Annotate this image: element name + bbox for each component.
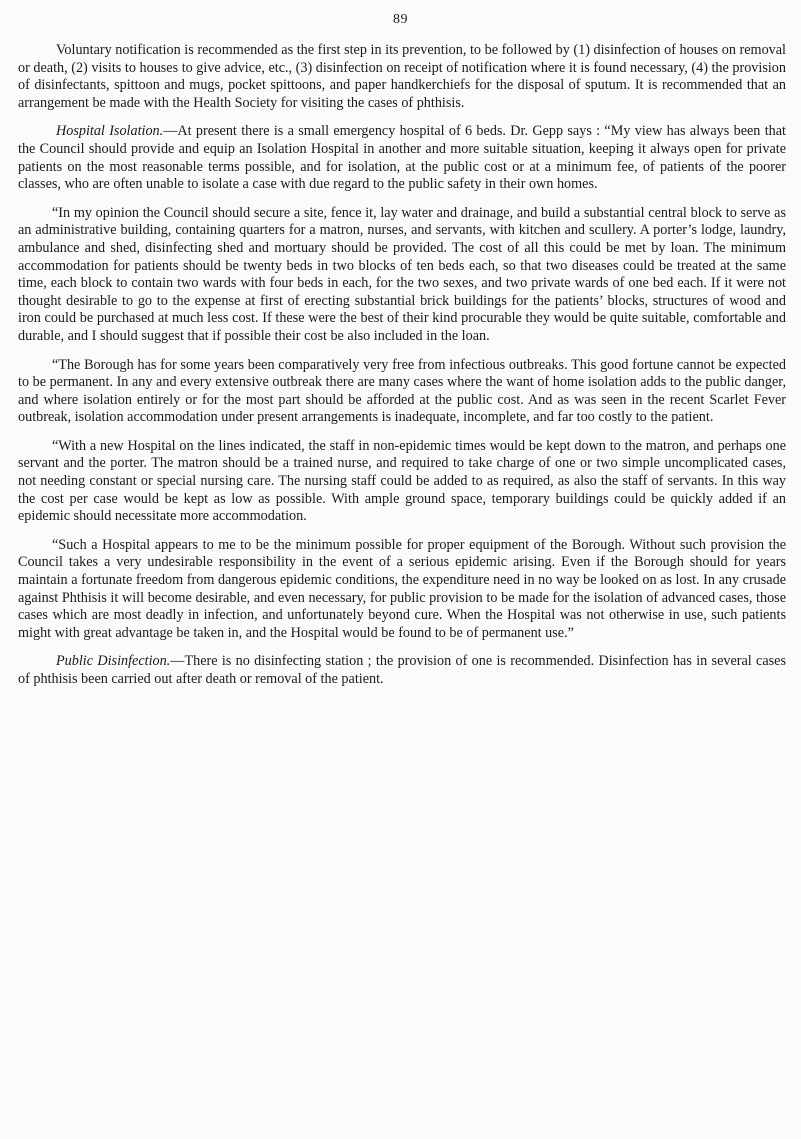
- paragraph-text: —There is no disinfecting station ; the provision of one is recommended. Disinfection has in several cases of phthisis been carried out after death or removal of the patient.: [18, 653, 786, 687]
- page-number: 89: [393, 12, 408, 27]
- paragraph-text: Voluntary notification is recommended as the first step in its prevention, to be followed by (1) disinfection of houses on removal or death, (2) visits to houses to give advice, etc., (3) disinfection on receipt of notification where it is found necessary, (4) the provision of disinfectants, spittoon and mugs, pocket spittoons, and paper handkerchiefs for the disposal of sputum. It is recommended that an arrangement be made with the Health Society for visiting the cases of phthisis.: [18, 42, 786, 111]
- paragraph-text: “In my opinion the Council should secure a site, fence it, lay water and drainage, and build a substantial central block to serve as an administrative building, containing quarters for a matron, nurses, and servants, with kitchen and scullery. A porter’s lodge, laundry, ambulance and shed, disinfecting shed and mortuary should be provided. The cost of all this could be met by loan. The minimum accommodation for patients should be twenty beds in two blocks of ten beds each, so that two diseases could be treated at the same time, each block to contain two wards with four beds in each, for the two sexes, and two private wards of one bed each. If it were not thought desirable to go to the expense at first of erecting substantial brick buildings for the patients’ blocks, structures of wood and iron could be purchased at much less cost. If these were the best of their kind procurable they would be quite suitable, comfortable and durable, and I should suggest that if possible their cost be also included in the loan.: [18, 204, 786, 344]
- paragraph-borough-outbreaks: [18, 357, 786, 427]
- section-heading-public-disinfection: Public Disinfection.: [56, 653, 171, 670]
- paragraph-minimum-equipment: [18, 537, 786, 643]
- paragraph-voluntary-notification: [18, 42, 786, 112]
- section-heading-hospital-isolation: Hospital Isolation.: [56, 123, 164, 140]
- paragraph-hospital-isolation: [18, 123, 786, 193]
- paragraph-site-proposal: [18, 205, 786, 346]
- page-body: [18, 42, 786, 700]
- paragraph-text: “Such a Hospital appears to me to be the minimum possible for proper equipment of the Borough. Without such provision the Council takes a very undesirable responsibility in the event of a serious epidemic arising. Even if the Borough should for years maintain a fortunate freedom from dangerous epidemic conditions, the expenditure need in no way be looked on as lost. In any crusade against Phthisis it will become desirable, and even necessary, for public provision to be made for the isolation of advanced cases, those cases which are most deadly in infection, and unfortunately beyond cure. When the Hospital was not otherwise in use, such patients might with great advantage be taken in, and the Hospital would be found to be of permanent use.”: [18, 536, 786, 641]
- paragraph-text: “The Borough has for some years been comparatively very free from infectious outbreaks. This good fortune cannot be expected to be permanent. In any and every extensive outbreak there are many cases where the want of home isolation adds to the public danger, and where isolation entirely or for the most part should be afforded at the public cost. And as was seen in the recent Scarlet Fever outbreak, isolation accommodation under present arrangements is inadequate, incomplete, and far too costly to the patient.: [18, 356, 786, 426]
- paragraph-hospital-staffing: [18, 438, 786, 526]
- paragraph-public-disinfection: [18, 653, 786, 688]
- paragraph-text: “With a new Hospital on the lines indicated, the staff in non-epidemic times would be kept down to the matron, and perhaps one servant and the porter. The matron should be a trained nurse, and required to take charge of one or two simple uncomplicated cases, not needing constant or special nursing care. The nursing staff could be added to as required, as also the staff of servants. In this way the cost per case would be kept as low as possible. With ample ground space, temporary buildings could be quickly added if an epidemic should necessitate more accommodation.: [18, 437, 786, 525]
- paragraph-text: —At present there is a small emergency hospital of 6 beds. Dr. Gepp says : “My view has always been that the Council should provide and equip an Isolation Hospital in another and more suitable situation, keeping it always open for private patients on the most reasonable terms possible, and for isolation, at the public cost or at a minimum fee, of patients of the poorer classes, who are often unable to isolate a case with due regard to the public safety in their own homes.: [18, 123, 786, 193]
